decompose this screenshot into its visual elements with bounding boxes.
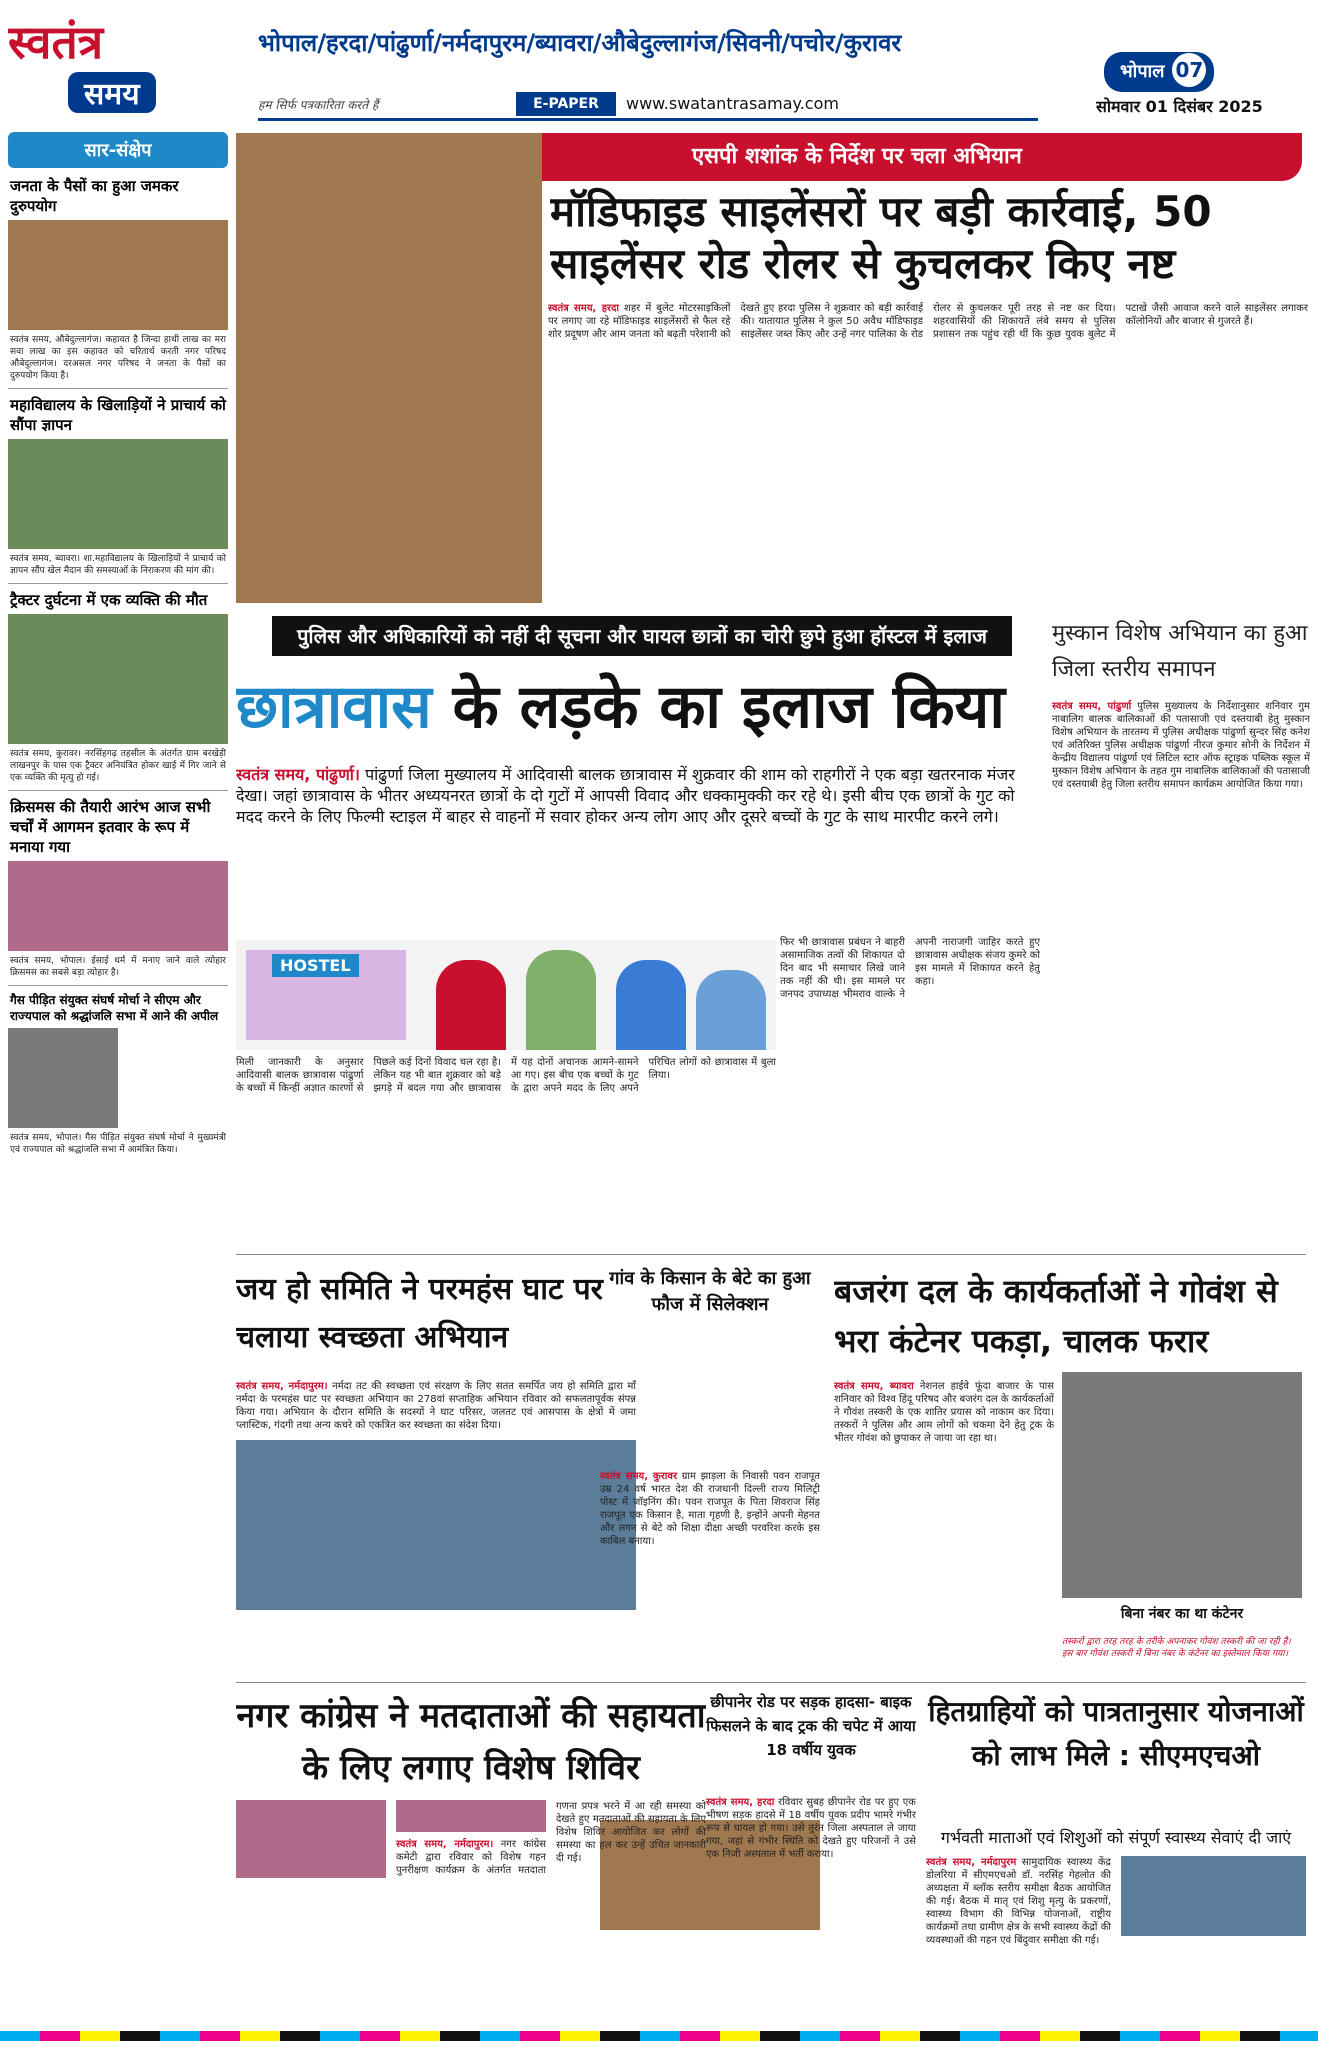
photo-caption: बिना नंबर का था कंटेनर <box>1120 1606 1244 1622</box>
sidebar-briefs <box>8 132 228 2027</box>
sidebar-title: सार-संक्षेप <box>8 132 228 168</box>
hostel-illustration <box>236 940 776 1050</box>
brief-photo <box>8 220 228 330</box>
article8-byline: स्वतंत्र समय, हरदा <box>706 1797 775 1808</box>
article2-body-continued: फिर भी छात्रावास प्रबंधन ने बाहरी असामाजिक तत्वों की शिकायत दो दिन बाद भी समाचार लिखे जाने तक नहीं की थी। इस मामले पर जनपद उपाध्यक्ष भीमराव वाल्के ने अपनी नाराजगी जाहिर करते हुए छात्रावास अधीक्षक संजय कुमरे को इस मामले में शिकायत करने हेतु कहा। <box>780 937 1040 1000</box>
article7-body <box>236 1800 706 2030</box>
hostel-sign: HOSTEL <box>272 954 359 977</box>
brief-photo <box>8 439 228 549</box>
divider <box>8 985 228 986</box>
article5-body <box>600 1470 820 1670</box>
article6-headline: बजरंग दल के कार्यकर्ताओं ने गोवंश से भरा कंटेनर पकड़ा, चालक फरार <box>834 1272 1278 1360</box>
edition-badge <box>1104 52 1214 92</box>
divider <box>8 790 228 791</box>
article7-headline: नगर कांग्रेस ने मतदाताओं की सहायता के लिए लगाए विशेष शिविर <box>236 1696 706 1788</box>
issue-date: सोमवार 01 दिसंबर 2025 <box>1096 97 1263 116</box>
masthead-logo <box>8 12 218 124</box>
city-list: भोपाल/हरदा/पांढुर्णा/नर्मदापुरम/ब्यावरा/औबेदुल्लागंज/सिवनी/पचोर/कुरावर <box>258 29 902 57</box>
brief-item <box>8 797 228 979</box>
article1-byline: स्वतंत्र समय, हरदा <box>548 303 619 314</box>
article2-headline <box>236 660 1046 760</box>
article1-body <box>548 302 1308 602</box>
article7-text: नगर कांग्रेस कमेटी द्वारा रविवार को विशेष गहन पुनरीक्षण कार्यक्रम के अंतर्गत मतदाता गणना प्रपत्र भरने में आ रही समस्या को देखते हुए मतदाताओं की सहायता के लिए विशेष शिविर आयोजित कर लोगों की समस्या का हल कर उन्हें उचित जानकारी दी गई। <box>396 1801 706 1876</box>
article5-headline: गांव के किसान के बेटे का हुआ फौज में सिलेक्शन <box>609 1268 811 1315</box>
article6-body <box>834 1380 1054 1670</box>
figure-shape <box>696 970 766 1050</box>
caption-note: तस्करों द्वारा तरह तरह के तरीके अपनाकर गोवंश तस्करी की जा रही है। इस बार गोवंश तस्करी में बिना नंबर के कंटेनर का इस्तेमाल किया गया। <box>1062 1637 1291 1659</box>
brief-item <box>8 590 228 784</box>
article8-headline: छीपानेर रोड पर सड़क हादसा- बाइक फिसलने के बाद ट्रक की चपेट में आया 18 वर्षीय युवक <box>706 1693 916 1759</box>
brief-body: स्वतंत्र समय, भोपाल। गैस पीड़ित संयुक्त संघर्ष मोर्चा ने मुख्यमंत्री एवं राज्यपाल को श्रद्धांजलि सभा में आमंत्रित किया। <box>10 1133 226 1155</box>
article2-byline: स्वतंत्र समय, पांढुर्णा। <box>236 765 360 784</box>
brief-item <box>8 992 228 1156</box>
article9-subhead: गर्भवती माताओं एवं शिशुओं को संपूर्ण स्वास्थ्य सेवाएं दी जाएं <box>940 1828 1292 1847</box>
brief-photo <box>8 1028 118 1128</box>
brief-item <box>8 176 228 382</box>
article3-body <box>1052 700 1310 1240</box>
brief-headline: महाविद्यालय के खिलाड़ियों ने प्राचार्य को सौंपा ज्ञापन <box>10 396 226 434</box>
article4-body <box>236 1380 636 1670</box>
article8-body <box>706 1796 916 2028</box>
headline-part: के लड़के का इलाज किया <box>431 672 1005 742</box>
logo-line-2: समय <box>68 72 156 113</box>
article2-lead <box>236 764 1036 936</box>
figure-shape <box>436 960 506 1050</box>
article4-byline: स्वतंत्र समय, नर्मदापुरम। <box>236 1381 328 1392</box>
section-divider <box>236 1254 1306 1255</box>
cleanliness-drive-photo <box>236 1440 636 1610</box>
brief-body: स्वतंत्र समय, ब्यावरा। शा.महाविद्यालय के खिलाड़ियों ने प्राचार्य को ज्ञापन सौंप खेल मैदान की समस्याओं के निराकरण की मांग की। <box>10 554 226 576</box>
brief-body: स्वतंत्र समय, औबेदुल्लागंज। कहावत है जिन्दा हाथी लाख का मरा सवा लाख का इस कहावत को चरितार्थ करती नगर परिषद औबेदुल्लागंज। दरअसल नगर परिषद ने जनता के पैसों का दुरुपयोग किया है। <box>10 335 226 381</box>
article5-byline: स्वतंत्र समय, कुरावर <box>600 1471 678 1482</box>
article8-text: रविवार सुबह छीपानेर रोड पर हुए एक भीषण सड़क हादसे में 18 वर्षीय युवक प्रदीप भामरे गंभीर रूप से घायल हो गया। उसे तुरंत जिला अस्पताल ले जाया गया, जहां से गंभीर स्थिति को देखते हुए परिजनों ने उसे एक निजी अस्पताल में भर्ती कराया। <box>706 1797 916 1860</box>
article7-byline: स्वतंत्र समय, नर्मदापुरम। <box>396 1839 494 1850</box>
headline-part: छात्रावास <box>236 672 432 742</box>
logo-line-1: स्वतंत्र <box>8 15 104 69</box>
article5-text: ग्राम झाड़ला के निवासी पवन राजपूत उम्र 24 वर्ष भारत देश की राजधानी दिल्ली राज्य मिलिट्री पोस्ट में जॉइनिंग की। पवन राजपूत के पिता शिवराज सिंह राजपूत एक किसान है, माता गृहणी है, इन्होंने अपनी मेहनत और लगन से बेटे को शिक्षा दीक्षा अच्छी परवरिश करके इस काबिल बनाया। <box>600 1471 820 1547</box>
article1-headline: मॉडिफाइड साइलेंसरों पर बड़ी कार्रवाई, 50 साइलेंसर रोड रोलर से कुचलकर किए नष्ट <box>550 187 1212 288</box>
brief-headline: जनता के पैसों का हुआ जमकर दुरुपयोग <box>10 177 179 215</box>
site-url[interactable]: www.swatantrasamay.com <box>626 94 839 113</box>
epaper-badge: E-PAPER <box>516 92 616 116</box>
color-registration-bar <box>0 2031 1318 2041</box>
article9-headline: हितग्राहियों को पात्रतानुसार योजनाओं को लाभ मिले : सीएमएचओ <box>928 1695 1304 1772</box>
page-number: 07 <box>1172 53 1206 87</box>
article1-text: शहर में बुलेट मोटरसाइकिलों पर लगाए जा रहे मॉडिफाइड साइलेंसरों से फैल रहे शोर प्रदूषण और आम जनता को बढ़ती परेशानी को देखते हुए हरदा पुलिस ने शुक्रवार को बड़ी कार्रवाई की। यातायात पुलिस ने कुल 50 अवैध मॉडिफाइड साइलेंसर जब्त किए और उन्हें नगर पालिका के रोड रोलर से कुचलकर पूरी तरह से नष्ट कर दिया। शहरवासियों की शिकायतें लंबे समय से पुलिस प्रशासन तक पहुंच रही थीं कि कुछ युवक बुलेट में पटाखे जैसी आवाज करने वाले साइलेंसर लगाकर कॉलोनियों और बाजार से गुजरते हैं। <box>548 303 1308 340</box>
brief-headline: ट्रैक्टर दुर्घटना में एक व्यक्ति की मौत <box>10 591 208 609</box>
article6-byline: स्वतंत्र समय, ब्यावरा <box>834 1381 914 1392</box>
article3-byline: स्वतंत्र समय, पांढुर्णा <box>1052 701 1132 712</box>
article2-kicker: पुलिस और अधिकारियों को नहीं दी सूचना और घायल छात्रों का चोरी छुपे हुआ हॉस्टल में इलाज <box>272 616 1012 656</box>
article6-text: नेशनल हाईवे फूंदा बाजार के पास शनिवार को विश्व हिंदू परिषद और बजरंग दल के कार्यकर्ताओं ने गौवंश तस्करी के एक शातिर प्रयास को नाकाम कर दिया। तस्करों ने पुलिस और आम लोगों को चकमा देने हेतु ट्रक के भीतर गोवंश को छुपाकर ले जाया जा रहा था। <box>834 1381 1054 1444</box>
brief-headline: क्रिसमस की तैयारी आरंभ आज सभी चर्चों में आगमन इतवार के रूप में मनाया गया <box>10 798 211 856</box>
tagline: हम सिर्फ पत्रकारिता करते हैं <box>258 98 379 112</box>
brief-headline: गैस पीड़ित संयुक्त संघर्ष मोर्चा ने सीएम और राज्यपाल को श्रद्धांजलि सभा में आने की अपील <box>10 993 219 1023</box>
brief-body: स्वतंत्र समय, कुरावर। नरसिंहगढ़ तहसील के अंतर्गत ग्राम बरखेड़ी लाखनपुर के पास एक ट्रैक्टर अनियंत्रित होकर खाई में गिर जाने से एक व्यक्ति की मृत्यु हो गई। <box>10 749 226 783</box>
container-photo <box>1062 1372 1302 1632</box>
article1-banner: एसपी शशांक के निर्देश पर चला अभियान <box>542 133 1302 181</box>
article3-text: पुलिस मुख्यालय के निर्देशानुसार शनिवार गुम नाबालिग बालक बालिकाओं की पतासाजी एवं दस्तयाबी हेतु मुस्कान विशेष अभियान के तारतम्य में पुलिस अधीक्षक पांढुर्णा सुन्दर सिंह कनेश एवं अतिरिक्त पुलिस अधीक्षक पांढुर्णा नीरज कुमार सोनी के निर्देशन में केन्द्रीय विद्यालय पांढुर्णा एवं लिटिल स्टार ऑफ स्ट्राइक पब्लिक स्कूल में मुस्कान विशेष अभियान के तहत गुम नाबालिक बालिकाओं की पतासाजी एवं दस्तयाबी हेतु जिला स्तरीय समापन कार्यक्रम आयोजित किया गया। <box>1052 701 1310 790</box>
brief-body: स्वतंत्र समय, भोपाल। ईसाई धर्म में मनाए जाने वाले त्योहार क्रिसमस का सबसे बड़ा त्योहार है। <box>10 956 226 978</box>
divider <box>8 583 228 584</box>
article4-headline: जय हो समिति ने परमहंस घाट पर चलाया स्वच्छता अभियान <box>236 1272 603 1355</box>
brief-photo <box>8 614 228 744</box>
article2-lead-text: पांढुर्णा जिला मुख्यालय में आदिवासी बालक छात्रावास में शुक्रवार की शाम को राहगीरों ने एक बड़ा खतरनाक मंजर देखा। जहां छात्रावास के भीतर अध्ययनरत छात्रों के दो गुटों में आपसी विवाद और धक्कामुक्की कर रहे थे। इसी बीच एक छात्रों के गुट को मदद करने के लिए फिल्मी स्टाइल में बाहर से वाहनों में सवार होकर अन्य लोग आए और दूसरे बच्चों के गुट के साथ मारपीट करने लगे। <box>236 765 1015 826</box>
article9-byline: स्वतंत्र समय, नर्मदापुरम <box>926 1857 1017 1868</box>
divider <box>8 388 228 389</box>
article9-text: सामुदायिक स्वास्थ्य केंद्र डोलरिया में सीएमएचओ डॉ. नरसिंह गेहलोत की अध्यक्षता में ब्लॉक स्तरीय समीक्षा बैठक आयोजित की गई। बैठक में मातृ एवं शिशु मृत्यु के प्रकरणों, स्वास्थ्य विभाग की विभिन्न योजनाओं, राष्ट्रीय कार्यक्रमों तथा ग्रामीण क्षेत्र के सभी स्वास्थ्य केंद्रों की व्यवस्थाओं की गहन एवं बिंदुवार समीक्षा की गई। <box>926 1857 1111 1946</box>
article2-body: मिली जानकारी के अनुसार आदिवासी बालक छात्रावास पांढुर्णा के बच्चों में किन्हीं अज्ञात कारणों से पिछले कई दिनों विवाद चल रहा है। लेकिन यह भी बात शुक्रवार को बड़े झगड़े में बदल गया और छात्रावास में यह दोनों अचानक आमने-सामने आ गए। इस बीच एक बच्चों के गुट के द्वारा अपने मदद के लिए अपने परिचित लोगों को छात्रावास में बुला लिया। <box>236 1057 776 1094</box>
edition-name: भोपाल <box>1120 61 1165 82</box>
figure-shape <box>526 950 596 1050</box>
article4-text: नर्मदा तट की स्वच्छता एवं संरक्षण के लिए सतत समर्पित जय हो समिति द्वारा माँ नर्मदा के परमहंस घाट पर स्वच्छता अभियान का 278वां सप्ताहिक अभियान रविवार को सफलतापूर्वक संपन्न किया गया। अभियान के दौरान समिति के सदस्यों ने घाट परिसर, जलतट एवं आसपास के क्षेत्रों में जमा प्लास्टिक, गंदगी तथा अन्य कचरे को एकत्रित कर स्वच्छता का संदेश दिया। <box>236 1381 636 1431</box>
container-image <box>1062 1372 1302 1598</box>
cmho-meeting-photo <box>1121 1856 1306 1936</box>
section-divider <box>236 1682 1306 1683</box>
road-roller-photo <box>236 133 542 603</box>
figure-shape <box>616 960 686 1050</box>
article9-body <box>926 1856 1306 2028</box>
header-rule <box>258 118 1038 121</box>
article3-headline: मुस्कान विशेष अभियान का हुआ जिला स्तरीय समापन <box>1052 621 1308 682</box>
brief-item <box>8 395 228 577</box>
brief-photo <box>8 861 228 951</box>
